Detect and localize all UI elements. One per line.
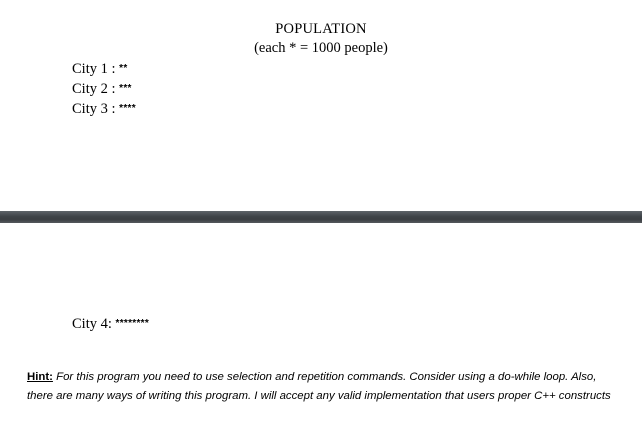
city-row-1 <box>72 61 128 78</box>
city-label: City 1 : <box>72 61 116 77</box>
hint-paragraph <box>27 368 612 406</box>
hint-text: For this program you need to use selection and repetition commands. Consider using a do-while loop. Also, there are many ways of writing this program. I will accept any valid implementation that users proper C++ constructs <box>27 371 611 402</box>
city-stars: *** <box>119 83 132 94</box>
city-stars: **** <box>119 103 136 114</box>
page-separator <box>0 211 642 223</box>
city-stars: ** <box>119 63 128 74</box>
city-stars: ******** <box>115 318 150 329</box>
city-label: City 4: <box>72 316 112 332</box>
page-subtitle: (each * = 1000 people) <box>254 40 388 56</box>
city-row-2 <box>72 81 132 98</box>
city-label: City 2 : <box>72 81 116 97</box>
city-label: City 3 : <box>72 101 116 117</box>
page-title: POPULATION <box>275 21 367 37</box>
hint-label: Hint: <box>27 371 53 383</box>
city-row-3 <box>72 101 136 118</box>
city-row-4 <box>72 316 149 333</box>
